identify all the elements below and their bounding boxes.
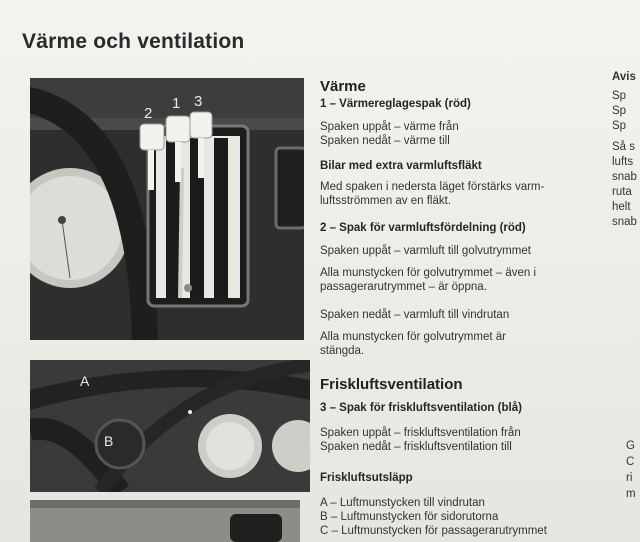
- right-line: Sp: [612, 120, 627, 132]
- outlet-item: C – Luftmunstycken för passagerarutrymmet: [320, 525, 547, 537]
- section-heading-frisk: Friskluftsventilation: [320, 376, 463, 393]
- heater-controls-illustration: [30, 78, 304, 340]
- extra-fan-heading: Bilar med extra varmluftsfläkt: [320, 160, 482, 172]
- item2-heading: 2 – Spak för varmluftsfördelning (röd): [320, 222, 526, 234]
- item1-line: Spaken uppåt – värme från: [320, 121, 459, 133]
- right-bottom-line: m: [626, 488, 636, 500]
- item2-paragraph: Alla munstycken för golvutrymmet – även i: [320, 267, 537, 279]
- dashboard-illustration: [30, 360, 310, 492]
- heater-controls-photo: [30, 78, 304, 340]
- lever-label-3: 3: [194, 93, 203, 110]
- lever-label-2: 2: [144, 105, 153, 122]
- right-line: snab: [612, 171, 637, 183]
- right-bottom-line: ri: [626, 472, 633, 484]
- page-title: Värme och ventilation: [22, 30, 245, 53]
- item2-paragraph: Spaken nedåt – varmluft till vindrutan: [320, 309, 510, 321]
- extra-fan-line: luftsströmmen av en fläkt.: [320, 195, 452, 207]
- right-line: Så s: [612, 141, 636, 153]
- item2-paragraph: passagerarutrymmet – är öppna.: [320, 281, 487, 293]
- right-bottom-fragment: [626, 438, 640, 502]
- right-bottom-line: C: [626, 456, 635, 468]
- item1-heading: 1 – Värmereglagespak (röd): [320, 98, 471, 110]
- right-line: ruta: [612, 186, 632, 198]
- right-line: snab: [612, 216, 637, 228]
- dashboard-vents-photo: [30, 360, 310, 492]
- item1-line: Spaken nedåt – värme till: [320, 135, 450, 147]
- extra-fan-line: Med spaken i nedersta läget förstärks varm-: [320, 181, 545, 193]
- outlet-item: B – Luftmunstycken för sidorutorna: [320, 511, 499, 523]
- vent-label-b: B: [104, 433, 114, 449]
- right-heading: Avis: [612, 71, 636, 83]
- lever-label-1: 1: [172, 95, 181, 112]
- outlets-heading: Friskluftsutsläpp: [320, 472, 413, 484]
- item3-heading: 3 – Spak för friskluftsventilation (blå): [320, 402, 522, 414]
- right-line: Sp: [612, 90, 627, 102]
- item2-paragraph: stängda.: [320, 345, 365, 357]
- item2-paragraph: Alla munstycken för golvutrymmet är: [320, 331, 506, 343]
- right-column-fragment: [612, 70, 640, 230]
- item2-paragraph: Spaken uppåt – varmluft till golvutrymmet: [320, 245, 531, 257]
- item3-line: Spaken uppåt – friskluftsventilation från: [320, 427, 521, 439]
- right-line: Sp: [612, 105, 627, 117]
- item3-line: Spaken nedåt – friskluftsventilation till: [320, 441, 512, 453]
- partial-photo: [30, 500, 300, 542]
- right-line: lufts: [612, 156, 634, 168]
- outlet-item: A – Luftmunstycken till vindrutan: [320, 497, 485, 509]
- right-line: helt: [612, 201, 631, 213]
- section-heading-varme: Värme: [320, 78, 366, 95]
- right-bottom-line: G: [626, 440, 635, 452]
- partial-illustration: [30, 500, 300, 542]
- vent-label-a: A: [80, 373, 90, 389]
